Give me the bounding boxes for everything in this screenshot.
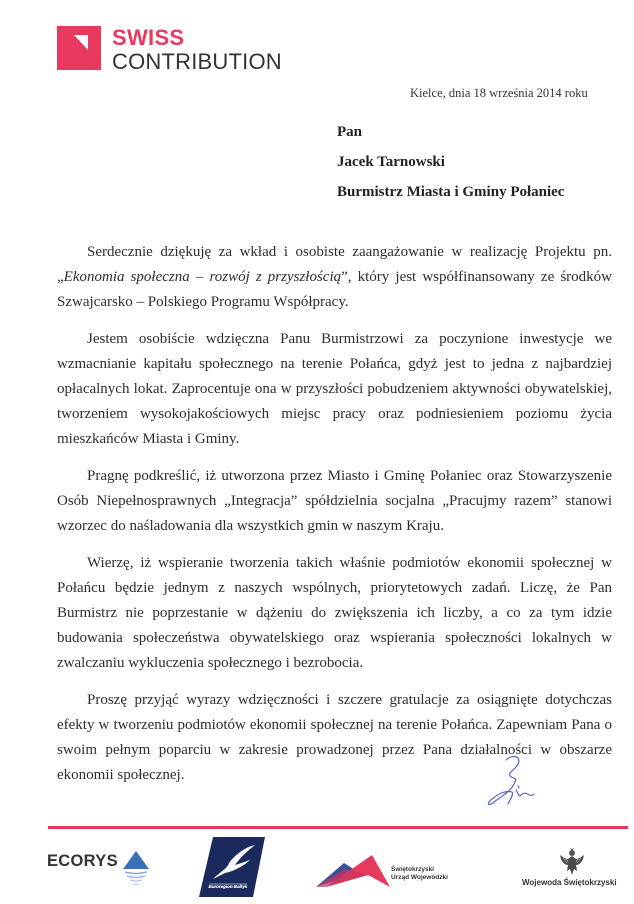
- footer-logos: [0, 830, 634, 903]
- ecorys-label: ECORYS: [47, 852, 118, 870]
- suw-label-line1: Świętokrzyski: [391, 866, 434, 873]
- logo-swiss-text: SWISS: [112, 25, 185, 50]
- ecorys-logo: [47, 849, 151, 889]
- euroregion-baltyk-logo: [199, 837, 267, 899]
- letter-date: Kielce, dnia 18 września 2014 roku: [410, 86, 588, 100]
- ecorys-triangle-icon: [121, 849, 151, 889]
- suw-label-line2: Urząd Wojewódzki: [391, 874, 448, 881]
- recipient-name: Jacek Tarnowski: [337, 154, 445, 170]
- recipient-salutation: Pan: [337, 124, 363, 140]
- suw-label: [391, 866, 448, 882]
- paragraph-3: Pragnę podkreślić, iż utworzona przez Miasto i Gminę Połaniec oraz Stowarzyszenie Osób Niepełnosprawnych „Integracja” spółdzielnia socjalna „Pracujmy razem” stanowi wzorzec do naśladowania dla wszystkich gmin w naszym Kraju.: [57, 468, 612, 534]
- paragraph-1: [57, 240, 612, 315]
- paragraph-2: Jestem osobiście wdzięczna Panu Burmistrzowi za poczynione inwestycje we wzmacnianie kapitału społecznego na terenie Połańca, gdyż jest to jedna z najbardziej opłacalnych lokat. Zaprocentuje ona w przyszłości pobudzeniem aktywności obywatelskiej, tworzeniem wysokojakościowych miejsc pracy oraz podniesieniem poziomu życia mieszkańców Miasta i Gminy.: [57, 331, 612, 447]
- paragraph-4: Wierzę, iż wspieranie tworzenia takich właśnie podmiotów ekonomii społecznej w Połańcu będzie jednym z naszych wspólnych, priorytetowych zadań. Liczę, że Pan Burmistrz nie poprzestanie w dążeniu do zwiększenia ich liczby, a co za tym idzie budowania społeczeństwa obywatelskiego oraz wspierania społeczności lokalnych w zwalczaniu wykluczenia społecznego i bezrobocia.: [57, 555, 612, 671]
- euroregion-label: Euroregion Bałtyk: [208, 884, 248, 889]
- paragraph-1-text-end: ”, który jest współfinansowany ze środków Szwajcarsko – Polskiego Programu Współpracy.: [57, 269, 612, 310]
- footer-divider: [48, 826, 628, 829]
- project-title: Ekonomia społeczna – rozwój z przyszłością: [63, 269, 342, 285]
- handwritten-signature-icon: [484, 752, 554, 817]
- letter-body: [57, 240, 612, 800]
- recipient-title: Burmistrz Miasta i Gminy Połaniec: [337, 184, 565, 200]
- seagull-icon: [199, 837, 267, 899]
- paragraph-5: Proszę przyjąć wyrazy wdzięczności i szczere gratulacje za osiągnięte dotychczas efekty w tworzeniu podmiotów ekonomii społecznej na terenie Połańca. Zapewniam Pana o swoim pełnym poparciu w zakresie prowadzonej przez Pana działalności w obszarze ekonomii społecznej.: [57, 692, 612, 783]
- paragraph-1-text-start: Serdecznie dziękuję za wkład i osobiste zaangażowanie w realizację Projektu pn. „: [57, 244, 612, 285]
- mountains-icon: [316, 855, 390, 889]
- polish-eagle-icon: [557, 847, 587, 882]
- swiss-contribution-square-icon: [57, 26, 101, 70]
- recipient-block: [337, 117, 564, 207]
- wojewoda-label: Wojewoda Świętokrzyski: [522, 878, 617, 887]
- swiss-contribution-logo: [57, 26, 282, 73]
- swietokrzyski-urzad-logo: [316, 855, 390, 894]
- logo-contribution-text: CONTRIBUTION: [112, 49, 282, 74]
